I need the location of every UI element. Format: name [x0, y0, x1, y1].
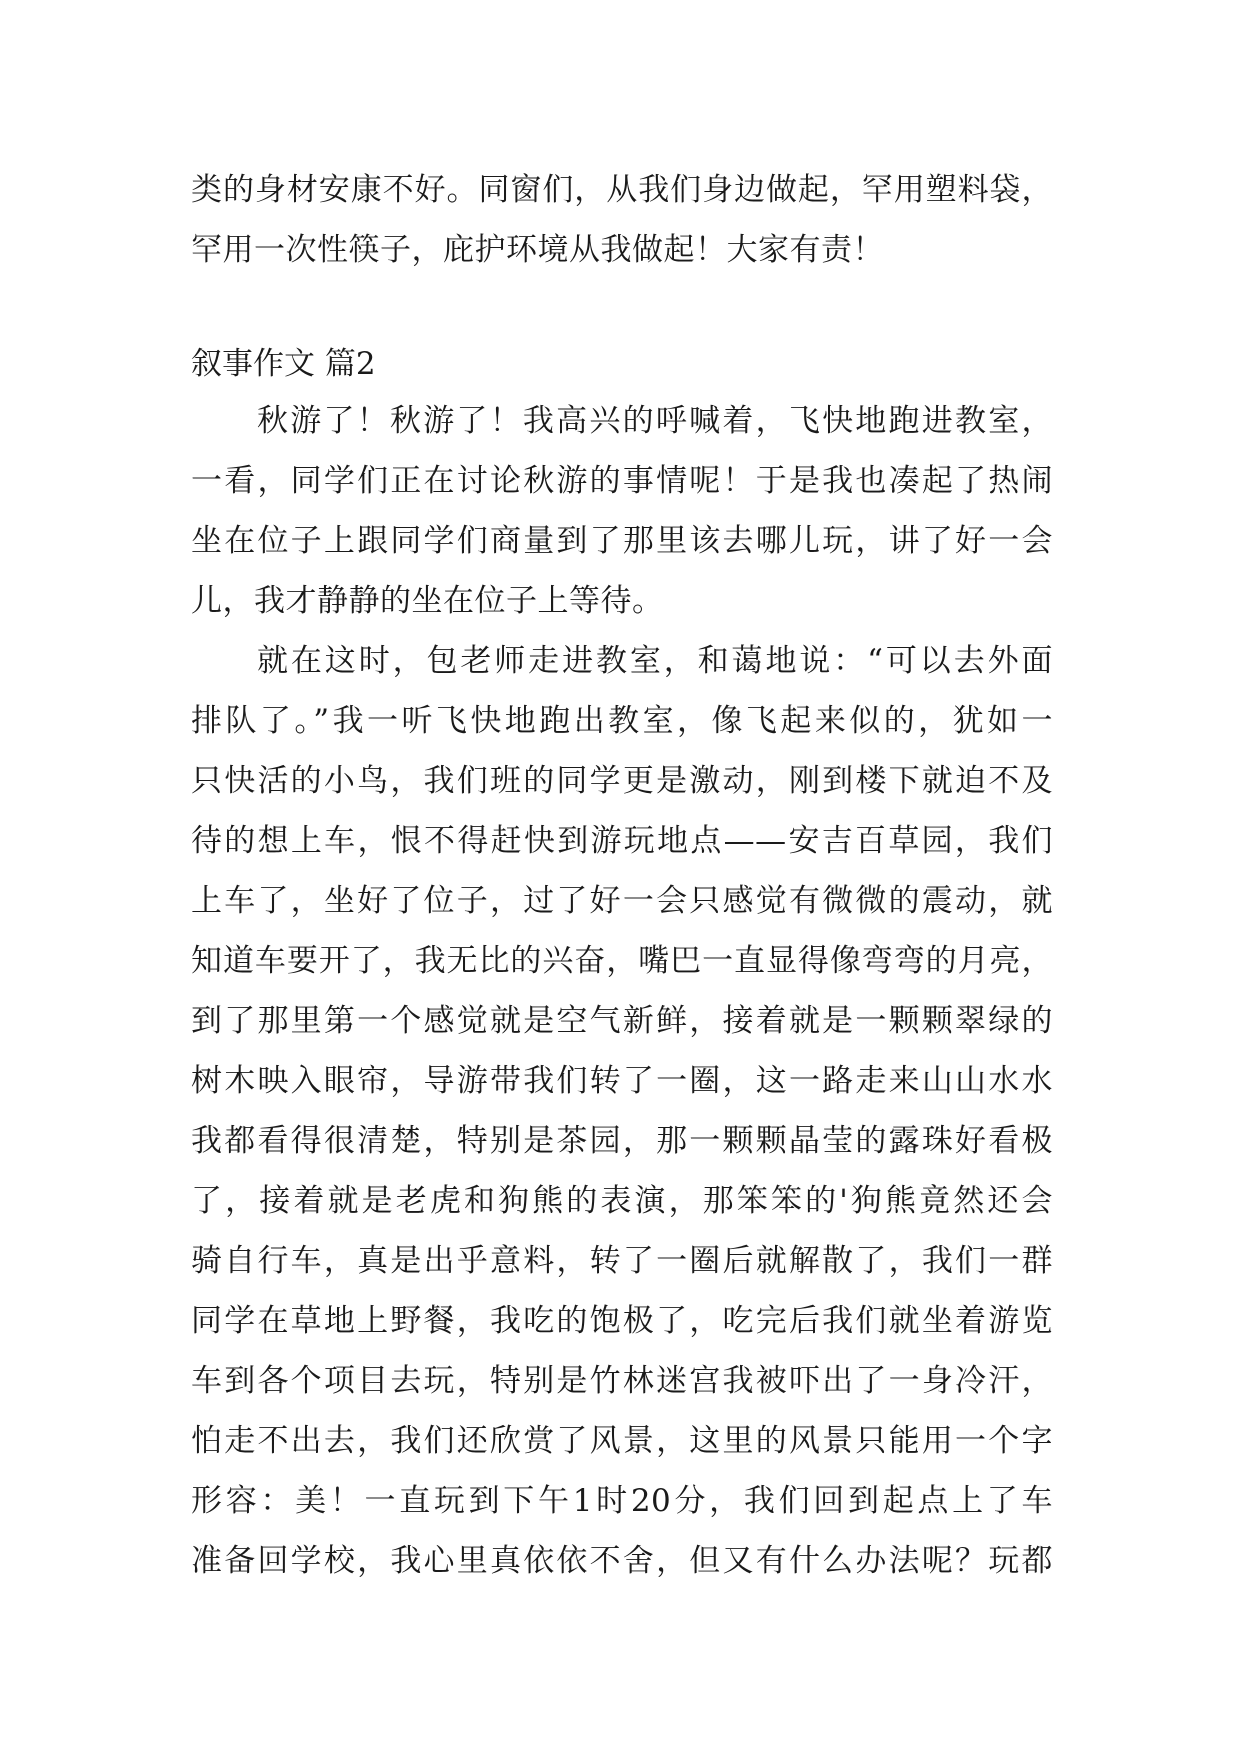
section-title: 叙事作文 篇2 [191, 346, 376, 382]
intro-paragraph [191, 160, 1053, 280]
text-line: 知道车要开了，我无比的兴奋，嘴巴一直显得像弯弯的月亮， [191, 943, 1053, 979]
text-line: 怕走不出去，我们还欣赏了风景，这里的风景只能用一个字 [191, 1423, 1053, 1459]
text-line: 了，接着就是老虎和狗熊的表演，那笨笨的'狗熊竟然还会 [191, 1183, 1053, 1219]
text-line: 秋游了！秋游了！我高兴的呼喊着，飞快地跑进教室， [257, 403, 1053, 439]
text-line: 准备回学校，我心里真依依不舍，但又有什么办法呢？玩都 [191, 1543, 1053, 1579]
text-line: 骑自行车，真是出乎意料，转了一圈后就解散了，我们一群 [191, 1243, 1053, 1279]
text-line: 儿，我才静静的坐在位子上等待。 [191, 583, 664, 619]
text-line: 形容：美！一直玩到下午1时20分，我们回到起点上了车 [191, 1483, 1053, 1519]
text-line: 只快活的小鸟，我们班的同学更是激动，刚到楼下就迫不及 [191, 763, 1053, 799]
text-line: 排队了。”我一听飞快地跑出教室，像飞起来似的，犹如一 [191, 703, 1053, 739]
text-line: 车到各个项目去玩，特别是竹林迷宫我被吓出了一身冷汗， [191, 1363, 1053, 1399]
text-line: 坐在位子上跟同学们商量到了那里该去哪儿玩，讲了好一会 [191, 523, 1053, 559]
paragraph-2 [191, 631, 1053, 1591]
text-line: 到了那里第一个感觉就是空气新鲜，接着就是一颗颗翠绿的 [191, 1003, 1053, 1039]
text-line: 同学在草地上野餐，我吃的饱极了，吃完后我们就坐着游览 [191, 1303, 1053, 1339]
essay-body [191, 391, 1053, 1591]
text-line: 一看，同学们正在讨论秋游的事情呢！于是我也凑起了热闹 [191, 463, 1053, 499]
text-line: 待的想上车，恨不得赶快到游玩地点——安吉百草园，我们 [191, 823, 1053, 859]
text-line: 上车了，坐好了位子，过了好一会只感觉有微微的震动，就 [191, 883, 1053, 919]
text-line: 树木映入眼帘，导游带我们转了一圈，这一路走来山山水水 [191, 1063, 1053, 1099]
section-heading [191, 334, 1053, 394]
text-line: 类的身材安康不好。同窗们，从我们身边做起，罕用塑料袋， [191, 172, 1053, 208]
text-line: 我都看得很清楚，特别是茶园，那一颗颗晶莹的露珠好看极 [191, 1123, 1053, 1159]
text-line: 罕用一次性筷子，庇护环境从我做起！大家有责！ [191, 232, 884, 268]
text-line: 就在这时，包老师走进教室，和蔼地说：“可以去外面 [257, 643, 1053, 679]
paragraph-1 [191, 391, 1053, 631]
